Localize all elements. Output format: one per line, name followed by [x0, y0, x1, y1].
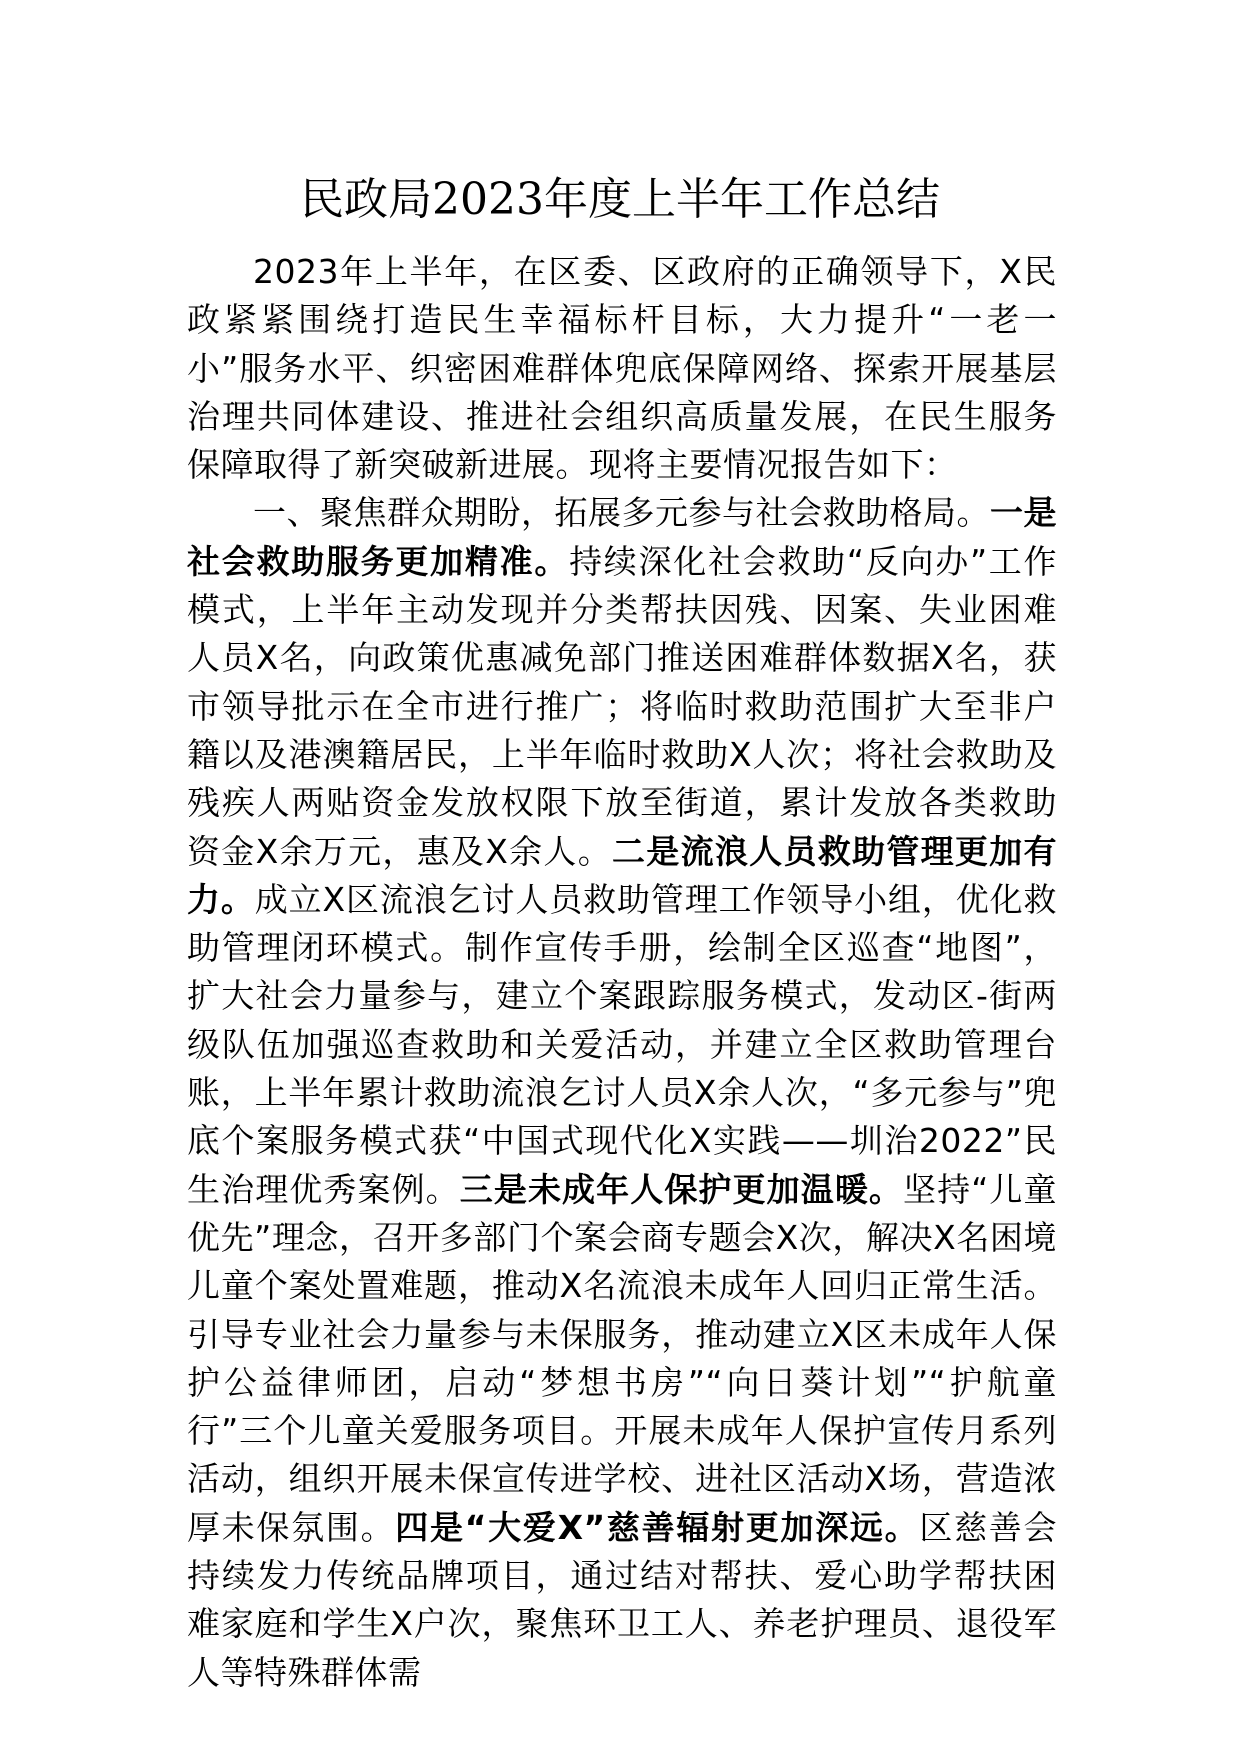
- section-1-paragraph: [187, 489, 1057, 1696]
- item-2-lead: 二是流浪人员救助管理更加有力。: [187, 831, 1058, 919]
- document-title: 民政局2023年度上半年工作总结: [300, 174, 940, 225]
- intro-paragraph: 2023年上半年，在区委、区政府的正确领导下，X民政紧紧围绕打造民生幸福标杆目标，大力提升“一老一小”服务水平、织密困难群体兜底保障网络、探索开展基层治理共同体建设、推进社会组织高质量发展，在民生服务保障取得了新突破新进展。现将主要情况报告如下：: [187, 252, 1057, 485]
- item-1-lead: 一是社会救助服务更加精准。: [187, 493, 1057, 581]
- item-4-lead: 四是“大爱X”慈善辐射更加深远。: [395, 1507, 920, 1547]
- item-1-text: 持续深化社会救助“反向办”工作模式，上半年主动发现并分类帮扶因残、因案、失业困难人员X名，向政策优惠减免部门推送困难群体数据X名，获市领导批示在全市进行推广；将临时救助范围扩大至非户籍以及港澳籍居民，上半年临时救助X人次；将社会救助及残疾人两贴资金发放权限下放至街道，累计发放各类救助资金X余万元，惠及X余人。: [187, 541, 1058, 871]
- document-body: [187, 248, 1057, 1697]
- item-2-text: 成立X区流浪乞讨人员救助管理工作领导小组，优化救助管理闭环模式。制作宣传手册，绘制全区巡查“地图”，扩大社会力量参与，建立个案跟踪服务模式，发动区-街两级队伍加强巡查救助和关爱活动，并建立全区救助管理台账，上半年累计救助流浪乞讨人员X余人次，“多元参与”兜底个案服务模式获“中国式现代化X实践——圳治2022”民生治理优秀案例。: [187, 879, 1058, 1209]
- item-3-text: 坚持“儿童优先”理念，召开多部门个案会商专题会X次，解决X名困境儿童个案处置难题，推动X名流浪未成年人回归正常生活。引导专业社会力量参与未保服务，推动建立X区未成年人保护公益律师团，启动“梦想书房”“向日葵计划”“护航童行”三个儿童关爱服务项目。开展未成年人保护宣传月系列活动，组织开展未保宣传进学校、进社区活动X场，营造浓厚未保氛围。: [187, 1169, 1057, 1547]
- item-3-lead: 三是未成年人保护更加温暖。: [459, 1169, 904, 1209]
- item-4-text: 区慈善会持续发力传统品牌项目，通过结对帮扶、爱心助学帮扶困难家庭和学生X户次，聚焦环卫工人、养老护理员、退役军人等特殊群体需: [187, 1507, 1058, 1692]
- section-1-heading: 一、聚焦群众期盼，拓展多元参与社会救助格局。: [253, 493, 990, 533]
